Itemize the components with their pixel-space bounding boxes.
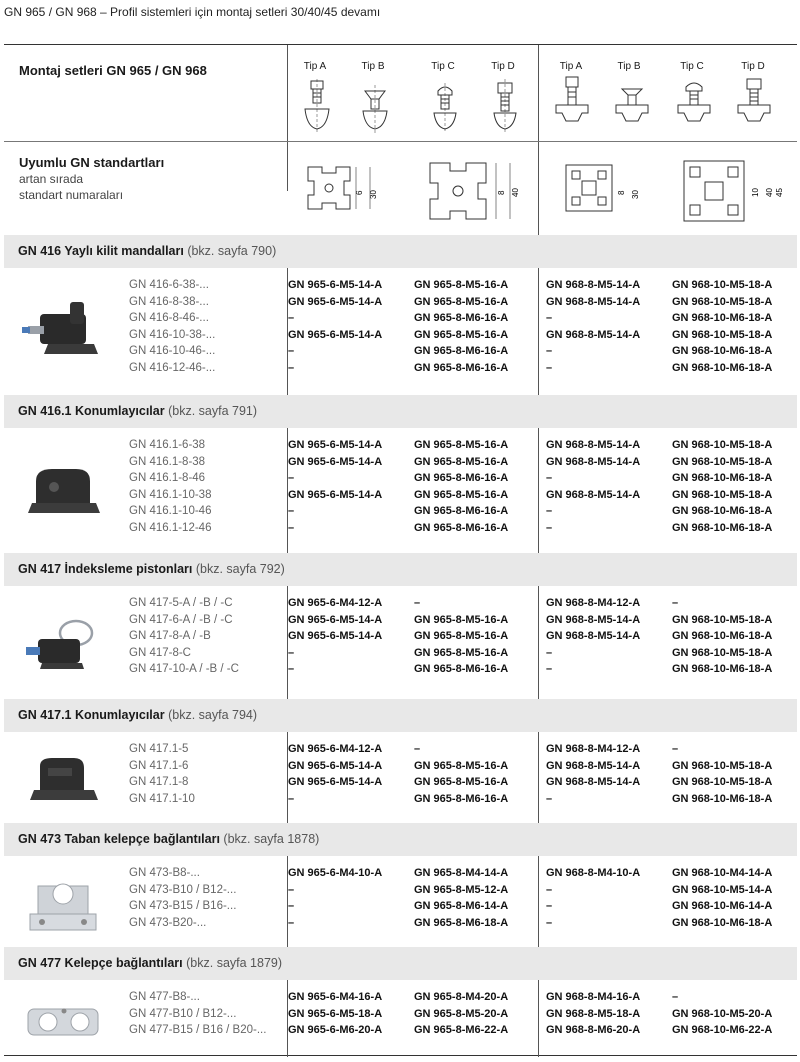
indexing-plunger-product-image bbox=[18, 611, 108, 675]
part-number: GN 968-8-M5-14-A bbox=[546, 279, 641, 291]
part-number: GN 968-8-M4-10-A bbox=[546, 867, 641, 879]
part-number: GN 965-6-M5-14-A bbox=[288, 488, 383, 501]
variant-list bbox=[129, 741, 195, 807]
positioner-417-product-image bbox=[18, 746, 108, 810]
part-number: – bbox=[414, 743, 421, 755]
part-number: – bbox=[546, 505, 553, 518]
part-number: GN 968-10-M6-18-A bbox=[672, 472, 773, 485]
section-title bbox=[18, 562, 285, 576]
part-number: GN 965-8-M6-22-A bbox=[414, 1024, 509, 1037]
tip-label: Tip C bbox=[431, 61, 455, 72]
part-number: – bbox=[414, 597, 421, 609]
part-number: GN 968-8-M5-14-A bbox=[546, 776, 641, 789]
part-number: GN 965-6-M4-10-A bbox=[288, 867, 383, 879]
part-number: GN 965-8-M5-16-A bbox=[414, 328, 509, 341]
section-header bbox=[4, 699, 797, 732]
part-number: GN 965-8-M6-16-A bbox=[414, 361, 509, 374]
section-title bbox=[18, 244, 276, 258]
part-number: GN 968-10-M5-18-A bbox=[672, 439, 773, 451]
part-number: GN 965-8-M6-16-A bbox=[414, 521, 509, 534]
part-number: – bbox=[288, 472, 295, 485]
part-number-column bbox=[288, 865, 382, 931]
part-number: GN 965-6-M5-14-A bbox=[288, 279, 383, 291]
section-page-ref: (bkz. sayfa 794) bbox=[168, 708, 258, 722]
spring-latch-product-image bbox=[18, 296, 108, 360]
tip-a-screw-icon bbox=[302, 79, 332, 135]
uyumlu-label: Uyumlu GN standartları bbox=[19, 155, 165, 170]
variant-item: GN 417-8-A / -B bbox=[129, 630, 211, 643]
compatibility-table bbox=[4, 44, 797, 1056]
part-number-column bbox=[672, 741, 772, 807]
part-number: GN 965-6-M5-14-A bbox=[288, 295, 383, 308]
profile-dim-b: 30 bbox=[369, 190, 378, 199]
profile-dim-a: 8 bbox=[617, 190, 626, 195]
tip-label: Tip B bbox=[361, 61, 385, 72]
tip-b-screw-icon bbox=[360, 79, 390, 135]
part-number: GN 965-6-M4-12-A bbox=[288, 597, 383, 609]
page-title: GN 965 / GN 968 – Profil sistemleri için montaj setleri 30/40/45 devamı bbox=[4, 5, 381, 19]
part-number: – bbox=[288, 900, 295, 913]
part-number: – bbox=[546, 472, 553, 485]
part-number: – bbox=[288, 345, 295, 358]
part-number: GN 968-8-M5-14-A bbox=[546, 630, 641, 643]
part-number: GN 968-10-M6-14-A bbox=[672, 900, 773, 913]
variant-item: GN 417-6-A / -B / -C bbox=[129, 613, 233, 626]
part-number: – bbox=[288, 521, 295, 534]
profile-dim-a: 10 bbox=[751, 188, 760, 197]
part-number: – bbox=[288, 792, 295, 805]
profile-dim-b: 30 bbox=[631, 190, 640, 199]
variant-item: GN 416-6-38-... bbox=[129, 279, 209, 291]
variant-item: GN 417.1-6 bbox=[129, 759, 189, 772]
section-header bbox=[4, 947, 797, 980]
part-number: GN 968-10-M5-20-A bbox=[672, 1007, 773, 1020]
variant-item: GN 416.1-6-38 bbox=[129, 439, 206, 451]
part-number: – bbox=[546, 646, 553, 659]
part-number-column bbox=[288, 595, 382, 678]
section-name: GN 477 Kelepçe bağlantıları bbox=[18, 956, 183, 970]
profile-40-slot8-icon bbox=[422, 155, 528, 227]
clamp-connector-product-image bbox=[18, 987, 108, 1051]
section-title bbox=[18, 956, 282, 970]
part-number-column bbox=[414, 989, 508, 1039]
variant-item: GN 416.1-10-38 bbox=[129, 488, 212, 501]
part-number: GN 968-8-M4-12-A bbox=[546, 597, 641, 609]
variant-item: GN 416.1-12-46 bbox=[129, 521, 212, 534]
profile-dim-a: 8 bbox=[497, 190, 506, 195]
section-name: GN 417 İndeksleme pistonları bbox=[18, 562, 193, 576]
part-number: GN 965-8-M6-16-A bbox=[414, 472, 509, 485]
part-number: GN 968-10-M6-22-A bbox=[672, 1024, 773, 1037]
part-number: GN 968-10-M5-14-A bbox=[672, 883, 773, 896]
variant-list bbox=[129, 437, 211, 537]
part-number: GN 968-10-M5-18-A bbox=[672, 759, 773, 772]
part-number: GN 968-10-M5-18-A bbox=[672, 776, 773, 789]
part-number: GN 968-10-M5-18-A bbox=[672, 613, 773, 626]
part-number: GN 968-8-M5-14-A bbox=[546, 328, 641, 341]
part-number: GN 965-6-M5-14-A bbox=[288, 776, 383, 789]
variant-item: GN 477-B10 / B12-... bbox=[129, 1007, 237, 1020]
part-number-column bbox=[414, 277, 508, 377]
part-number: GN 965-6-M4-12-A bbox=[288, 743, 383, 755]
uyumlu-sub1: artan sırada bbox=[19, 172, 84, 186]
part-number: GN 968-8-M5-14-A bbox=[546, 488, 641, 501]
variant-list bbox=[129, 595, 239, 678]
profile-dim-b: 40 bbox=[511, 188, 520, 197]
part-number: GN 965-6-M5-14-A bbox=[288, 439, 383, 451]
part-number: GN 968-10-M5-18-A bbox=[672, 455, 773, 468]
part-number: GN 968-10-M6-18-A bbox=[672, 630, 773, 643]
tip-b-screw-t-nut-icon bbox=[614, 75, 650, 127]
tip-label: Tip C bbox=[680, 61, 704, 72]
variant-item: GN 417-10-A / -B / -C bbox=[129, 663, 239, 676]
part-number: GN 965-8-M5-16-A bbox=[414, 439, 509, 451]
part-number: GN 968-8-M5-14-A bbox=[546, 455, 641, 468]
part-number: GN 965-8-M6-16-A bbox=[414, 505, 509, 518]
tip-c-screw-t-nut-icon bbox=[676, 75, 712, 127]
part-number: GN 965-8-M5-16-A bbox=[414, 295, 509, 308]
part-number: GN 968-10-M6-18-A bbox=[672, 916, 773, 929]
section-title bbox=[18, 832, 319, 846]
part-number-column bbox=[414, 741, 508, 807]
part-number-column bbox=[546, 595, 640, 678]
section-title bbox=[18, 708, 257, 722]
part-number-column bbox=[546, 989, 640, 1039]
tip-label: Tip A bbox=[559, 61, 583, 72]
tip-label: Tip D bbox=[741, 61, 765, 72]
variant-item: GN 416-10-38-... bbox=[129, 328, 216, 341]
part-number: – bbox=[546, 883, 553, 896]
profile-dim-b: 40 bbox=[765, 188, 774, 197]
part-number: GN 968-8-M4-16-A bbox=[546, 991, 641, 1003]
part-number: – bbox=[288, 361, 295, 374]
part-number: – bbox=[672, 743, 679, 755]
part-number: GN 968-10-M5-18-A bbox=[672, 488, 773, 501]
part-number: GN 968-8-M5-18-A bbox=[546, 1007, 641, 1020]
variant-item: GN 416-12-46-... bbox=[129, 361, 216, 374]
variant-item: GN 473-B8-... bbox=[129, 867, 200, 879]
part-number: GN 965-6-M5-14-A bbox=[288, 455, 383, 468]
variant-list bbox=[129, 277, 215, 377]
part-number: GN 968-10-M5-18-A bbox=[672, 328, 773, 341]
variant-item: GN 477-B15 / B16 / B20-... bbox=[129, 1024, 267, 1037]
part-number: – bbox=[546, 916, 553, 929]
part-number: – bbox=[546, 792, 553, 805]
part-number-column bbox=[546, 865, 640, 931]
divider-left bbox=[287, 45, 288, 191]
part-number-column bbox=[288, 437, 382, 537]
variant-item: GN 417.1-8 bbox=[129, 776, 189, 789]
section-page-ref: (bkz. sayfa 790) bbox=[187, 244, 277, 258]
part-number: – bbox=[288, 883, 295, 896]
variant-item: GN 417.1-10 bbox=[129, 792, 195, 805]
part-number: GN 965-8-M5-16-A bbox=[414, 630, 509, 643]
part-number: GN 965-6-M5-14-A bbox=[288, 630, 383, 643]
header-separator bbox=[4, 141, 797, 142]
part-number-column bbox=[672, 437, 772, 537]
part-number: GN 965-6-M5-14-A bbox=[288, 328, 383, 341]
part-number: GN 968-8-M6-20-A bbox=[546, 1024, 641, 1037]
part-number: GN 968-8-M5-14-A bbox=[546, 295, 641, 308]
part-number: GN 968-10-M6-18-A bbox=[672, 345, 773, 358]
part-number-column bbox=[546, 741, 640, 807]
part-number: GN 965-8-M5-16-A bbox=[414, 455, 509, 468]
variant-item: GN 477-B8-... bbox=[129, 991, 200, 1003]
tip-d-screw-icon bbox=[490, 79, 520, 135]
positioner-product-image bbox=[18, 457, 108, 521]
variant-item: GN 473-B20-... bbox=[129, 916, 207, 929]
part-number: GN 968-8-M4-12-A bbox=[546, 743, 641, 755]
part-number: GN 965-8-M5-16-A bbox=[414, 488, 509, 501]
profile-dim-a: 6 bbox=[355, 190, 364, 195]
part-number-column bbox=[672, 595, 772, 678]
variant-item: GN 416-8-38-... bbox=[129, 295, 209, 308]
section-page-ref: (bkz. sayfa 1879) bbox=[186, 956, 283, 970]
part-number: – bbox=[288, 505, 295, 518]
part-number: GN 965-8-M6-16-A bbox=[414, 792, 509, 805]
part-number-column bbox=[546, 277, 640, 377]
variant-item: GN 473-B10 / B12-... bbox=[129, 883, 237, 896]
profile-40-45-slot10-icon bbox=[678, 155, 794, 227]
variant-item: GN 416-10-46-... bbox=[129, 345, 216, 358]
tip-a-screw-t-nut-icon bbox=[554, 75, 590, 127]
part-number: GN 965-8-M5-16-A bbox=[414, 279, 509, 291]
section-header bbox=[4, 823, 797, 856]
variant-item: GN 473-B15 / B16-... bbox=[129, 900, 237, 913]
tip-c-screw-icon bbox=[430, 79, 460, 135]
part-number: – bbox=[546, 312, 553, 325]
part-number: GN 968-8-M5-14-A bbox=[546, 439, 641, 451]
part-number-column bbox=[414, 595, 508, 678]
part-number-column bbox=[672, 865, 772, 931]
part-number: GN 965-8-M5-20-A bbox=[414, 1007, 509, 1020]
section-header bbox=[4, 553, 797, 586]
part-number-column bbox=[414, 437, 508, 537]
part-number: – bbox=[546, 663, 553, 676]
part-number-column bbox=[672, 277, 772, 377]
variant-list bbox=[129, 865, 236, 931]
part-number: GN 968-10-M5-18-A bbox=[672, 295, 773, 308]
part-number: GN 965-8-M5-16-A bbox=[414, 759, 509, 772]
profile-dim-c: 45 bbox=[775, 188, 784, 197]
part-number: – bbox=[288, 646, 295, 659]
part-number: GN 965-6-M4-16-A bbox=[288, 991, 383, 1003]
section-page-ref: (bkz. sayfa 1878) bbox=[223, 832, 320, 846]
part-number-column bbox=[546, 437, 640, 537]
part-number: GN 965-8-M6-16-A bbox=[414, 345, 509, 358]
variant-item: GN 417-5-A / -B / -C bbox=[129, 597, 233, 609]
part-number: GN 968-10-M4-14-A bbox=[672, 867, 773, 879]
tip-label: Tip A bbox=[303, 61, 327, 72]
part-number: GN 965-8-M6-14-A bbox=[414, 900, 509, 913]
part-number: GN 968-10-M6-18-A bbox=[672, 361, 773, 374]
part-number-column bbox=[288, 741, 382, 807]
base-clamp-product-image bbox=[18, 870, 108, 934]
section-name: GN 416 Yaylı kilit mandalları bbox=[18, 244, 184, 258]
section-name: GN 416.1 Konumlayıcılar bbox=[18, 404, 165, 418]
part-number: GN 968-10-M6-18-A bbox=[672, 521, 773, 534]
part-number: GN 968-8-M5-14-A bbox=[546, 613, 641, 626]
profile-30-slot8-icon bbox=[560, 159, 650, 221]
variant-list bbox=[129, 989, 266, 1039]
variant-item: GN 417-8-C bbox=[129, 646, 191, 659]
part-number: GN 965-6-M5-14-A bbox=[288, 759, 383, 772]
part-number: GN 965-6-M5-14-A bbox=[288, 613, 383, 626]
part-number: – bbox=[288, 916, 295, 929]
part-number: GN 965-6-M5-18-A bbox=[288, 1007, 383, 1020]
part-number: GN 968-10-M6-18-A bbox=[672, 663, 773, 676]
part-number: GN 968-8-M5-14-A bbox=[546, 759, 641, 772]
part-number: GN 965-8-M5-16-A bbox=[414, 613, 509, 626]
part-number: GN 965-8-M4-20-A bbox=[414, 991, 509, 1003]
part-number: GN 968-10-M6-18-A bbox=[672, 312, 773, 325]
variant-item: GN 416.1-10-46 bbox=[129, 505, 212, 518]
part-number: – bbox=[546, 521, 553, 534]
part-number: GN 965-8-M5-12-A bbox=[414, 883, 509, 896]
part-number: GN 965-8-M6-18-A bbox=[414, 916, 509, 929]
part-number: GN 965-8-M5-16-A bbox=[414, 646, 509, 659]
variant-item: GN 416.1-8-46 bbox=[129, 472, 206, 485]
section-page-ref: (bkz. sayfa 791) bbox=[168, 404, 258, 418]
variant-item: GN 416.1-8-38 bbox=[129, 455, 206, 468]
part-number: – bbox=[288, 312, 295, 325]
montaj-label: Montaj setleri GN 965 / GN 968 bbox=[19, 63, 207, 78]
part-number: GN 965-6-M6-20-A bbox=[288, 1024, 383, 1037]
part-number-column bbox=[288, 989, 382, 1039]
part-number-column bbox=[288, 277, 382, 377]
section-header bbox=[4, 395, 797, 428]
part-number: GN 968-10-M6-18-A bbox=[672, 505, 773, 518]
part-number: GN 965-8-M6-16-A bbox=[414, 312, 509, 325]
part-number-column bbox=[414, 865, 508, 931]
section-name: GN 473 Taban kelepçe bağlantıları bbox=[18, 832, 220, 846]
part-number-column bbox=[672, 989, 772, 1039]
section-page-ref: (bkz. sayfa 792) bbox=[195, 562, 285, 576]
part-number: GN 965-8-M6-16-A bbox=[414, 663, 509, 676]
part-number: – bbox=[546, 900, 553, 913]
part-number: GN 968-10-M5-18-A bbox=[672, 279, 773, 291]
part-number: – bbox=[288, 663, 295, 676]
part-number: – bbox=[546, 345, 553, 358]
part-number: GN 968-10-M6-18-A bbox=[672, 792, 773, 805]
section-header bbox=[4, 235, 797, 268]
variant-item: GN 416-8-46-... bbox=[129, 312, 209, 325]
part-number: – bbox=[546, 361, 553, 374]
tip-d-screw-t-nut-icon bbox=[736, 75, 772, 127]
variant-item: GN 417.1-5 bbox=[129, 743, 189, 755]
part-number: GN 965-8-M5-16-A bbox=[414, 776, 509, 789]
profile-30-slot6-icon bbox=[300, 159, 390, 221]
part-number: GN 965-8-M4-14-A bbox=[414, 867, 509, 879]
divider-middle bbox=[538, 45, 539, 1057]
section-name: GN 417.1 Konumlayıcılar bbox=[18, 708, 165, 722]
uyumlu-sub2: standart numaraları bbox=[19, 188, 124, 202]
part-number: GN 968-10-M5-18-A bbox=[672, 646, 773, 659]
part-number: – bbox=[672, 991, 679, 1003]
tip-label: Tip B bbox=[617, 61, 641, 72]
section-title bbox=[18, 404, 257, 418]
tip-label: Tip D bbox=[491, 61, 515, 72]
part-number: – bbox=[672, 597, 679, 609]
